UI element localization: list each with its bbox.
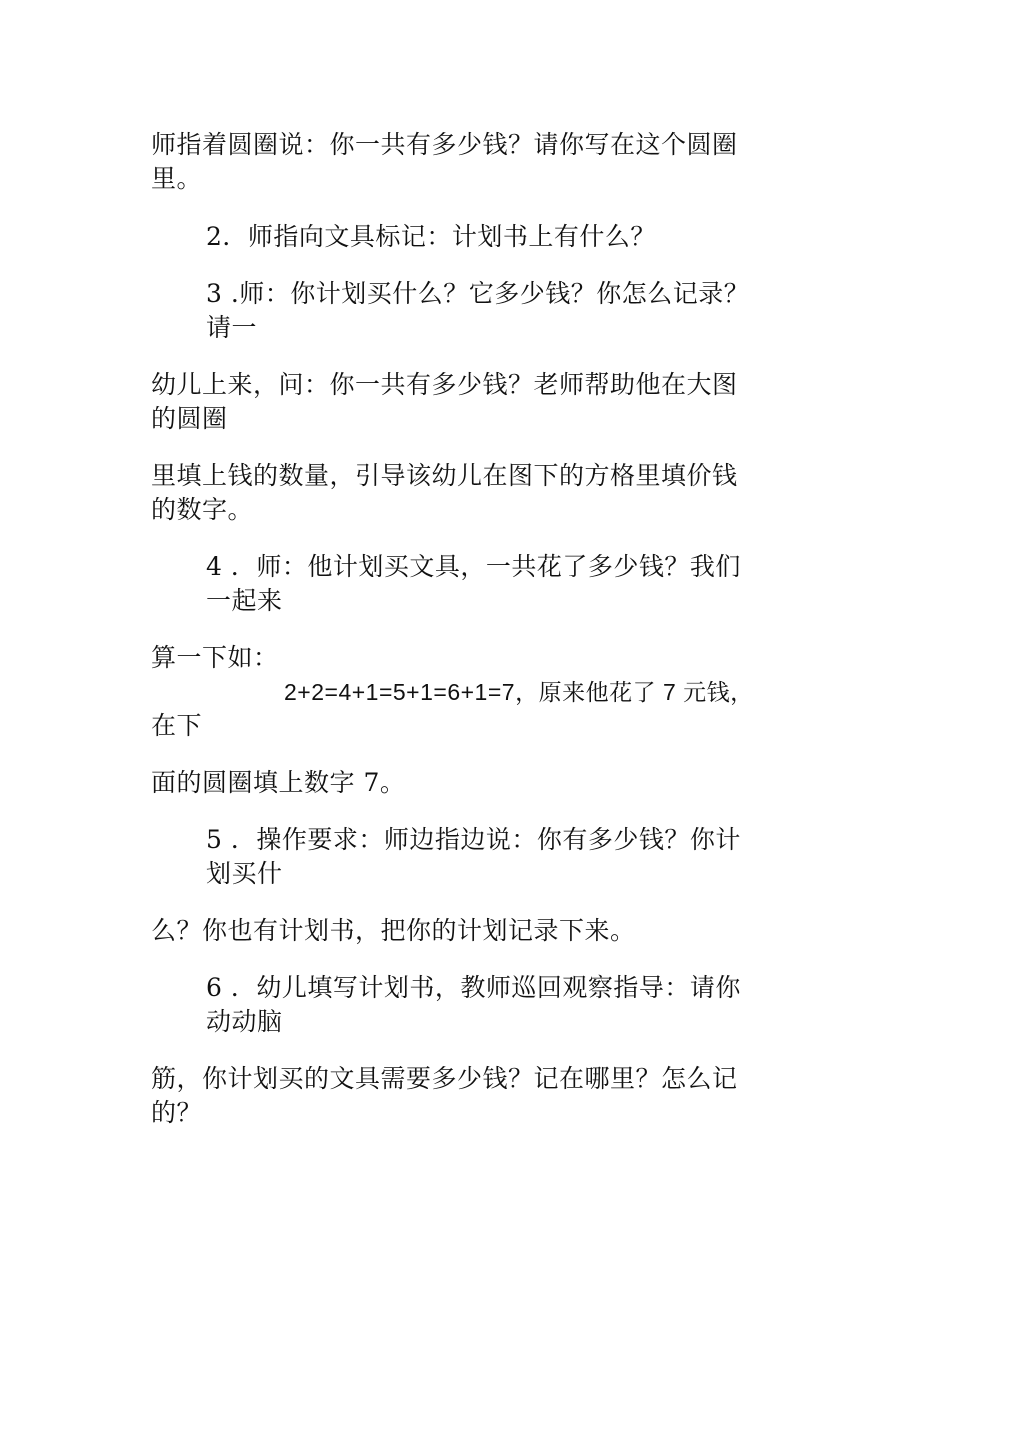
paragraph-3-line-1: 3 .师：你计划买什么？它多少钱？你怎么记录？: [206, 279, 750, 308]
paragraph-4-line-2: 的圆圈: [151, 404, 228, 433]
paragraph-3-line-2: 请一: [206, 313, 258, 342]
paragraph-6-line-2: 一起来: [206, 586, 283, 615]
paragraph-12-line-2: 的？: [151, 1098, 203, 1127]
paragraph-10-line-1: 么？你也有计划书，把你的计划记录下来。: [151, 916, 636, 945]
paragraph-1-line-1: 师指着圆圈说：你一共有多少钱？请你写在这个圆圈: [151, 130, 738, 159]
paragraph-8-line-1: 面的圆圈填上数字 7。: [151, 768, 406, 797]
paragraph-9-line-1: 5 ．操作要求：师边指边说：你有多少钱？你计: [206, 825, 741, 854]
paragraph-1-line-2: 里。: [151, 164, 203, 193]
paragraph-7-line-1: 算一下如：: [151, 643, 279, 672]
paragraph-11-line-2: 动动脑: [206, 1007, 283, 1036]
paragraph-7-equation-line: 2+2=4+1=5+1=6+1=7，原来他花了 7 元钱，: [284, 679, 754, 705]
paragraph-9-line-2: 划买什: [206, 859, 283, 888]
paragraph-5-line-1: 里填上钱的数量，引导该幼儿在图下的方格里填价钱: [151, 461, 738, 490]
paragraph-4-line-1: 幼儿上来，问：你一共有多少钱？老师帮助他在大图: [151, 370, 738, 399]
paragraph-6-line-1: 4 ．师：他计划买文具，一共花了多少钱？我们: [206, 552, 741, 581]
paragraph-12-line-1: 筋，你计划买的文具需要多少钱？记在哪里？怎么记: [151, 1064, 738, 1093]
paragraph-7-line-3: 在下: [151, 711, 203, 740]
paragraph-2-line-1: 2．师指向文具标记：计划书上有什么？: [206, 222, 656, 251]
paragraph-5-line-2: 的数字。: [151, 495, 254, 524]
paragraph-11-line-1: 6 ．幼儿填写计划书，教师巡回观察指导：请你: [206, 973, 741, 1002]
